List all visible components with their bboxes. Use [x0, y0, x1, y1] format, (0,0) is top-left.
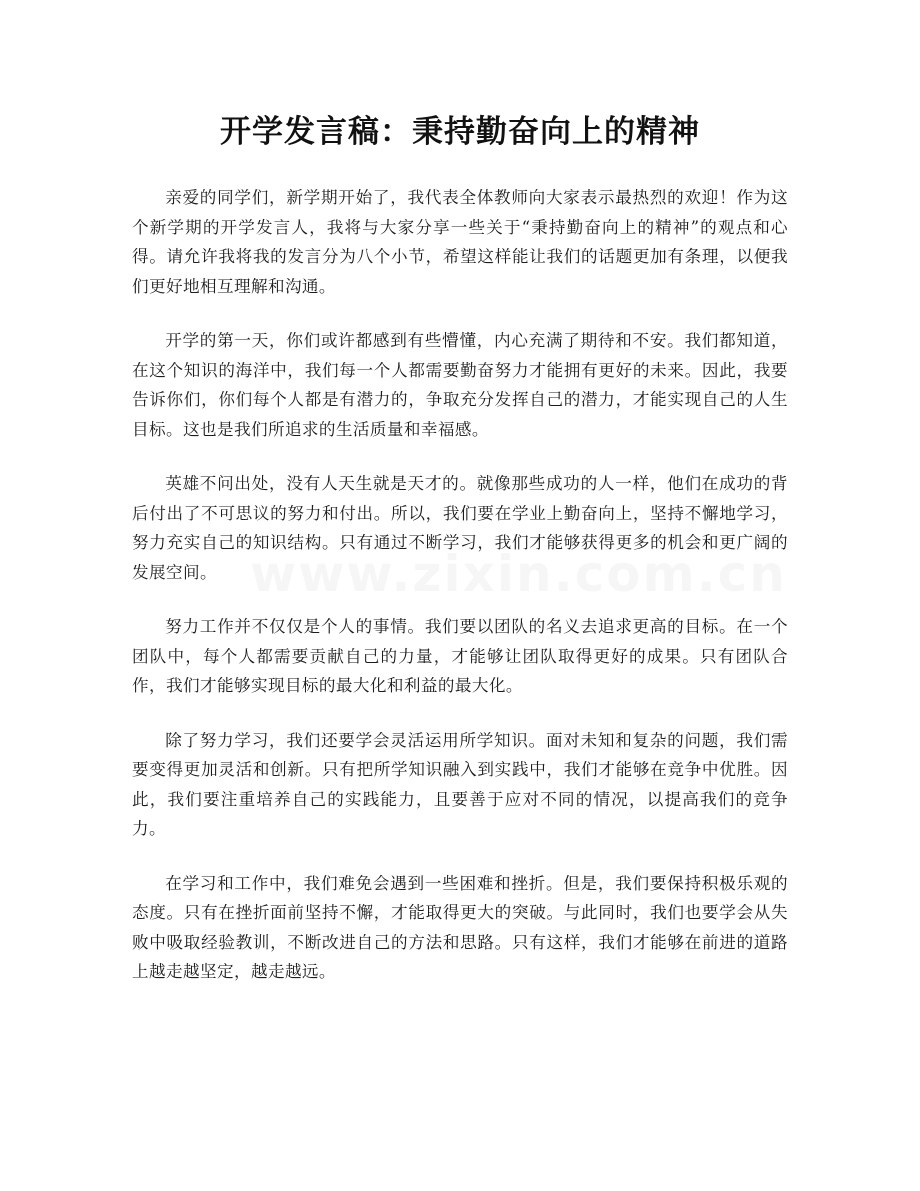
paragraph-2: 开学的第一天，你们或许都感到有些懵懂，内心充满了期待和不安。我们都知道，在这个知识的海洋中，我们每一个人都需要勤奋努力才能拥有更好的未来。因此，我要告诉你们，你们每个人都是有潜力的，争取充分发挥自己的潜力，才能实现自己的人生目标。这也是我们所追求的生活质量和幸福感。	[132, 331, 788, 439]
paragraph-4: 努力工作并不仅仅是个人的事情。我们要以团队的名义去追求更高的目标。在一个团队中，每个人都需要贡献自己的力量，才能够让团队取得更好的成果。只有团队合作，我们才能够实现目标的最大化和利益的最大化。	[132, 617, 788, 695]
document-body	[132, 183, 788, 1012]
paragraph-1: 亲爱的同学们，新学期开始了，我代表全体教师向大家表示最热烈的欢迎！作为这个新学期的开学发言人，我将与大家分享一些关于“秉持勤奋向上的精神”的观点和心得。请允许我将我的发言分为八个小节，希望这样能让我们的话题更加有条理，以便我们更好地相互理解和沟通。	[132, 188, 788, 296]
paragraph-6: 在学习和工作中，我们难免会遇到一些困难和挫折。但是，我们要保持积极乐观的态度。只有在挫折面前坚持不懈，才能取得更大的突破。与此同时，我们也要学会从失败中吸取经验教训，不断改进自己的方法和思路。只有这样，我们才能够在前进的道路上越走越坚定，越走越远。	[132, 873, 788, 981]
paragraph-5: 除了努力学习，我们还要学会灵活运用所学知识。面对未知和复杂的问题，我们需要变得更加灵活和创新。只有把所学知识融入到实践中，我们才能够在竞争中优胜。因此，我们要注重培养自己的实践能力，且要善于应对不同的情况，以提高我们的竞争力。	[132, 730, 788, 838]
paragraph-3: 英雄不问出处，没有人天生就是天才的。就像那些成功的人一样，他们在成功的背后付出了不可思议的努力和付出。所以，我们要在学业上勤奋向上，坚持不懈地学习，努力充实自己的知识结构。只有通过不断学习，我们才能够获得更多的机会和更广阔的发展空间。	[132, 474, 788, 582]
document-title: 开学发言稿：秉持勤奋向上的精神	[220, 114, 700, 150]
